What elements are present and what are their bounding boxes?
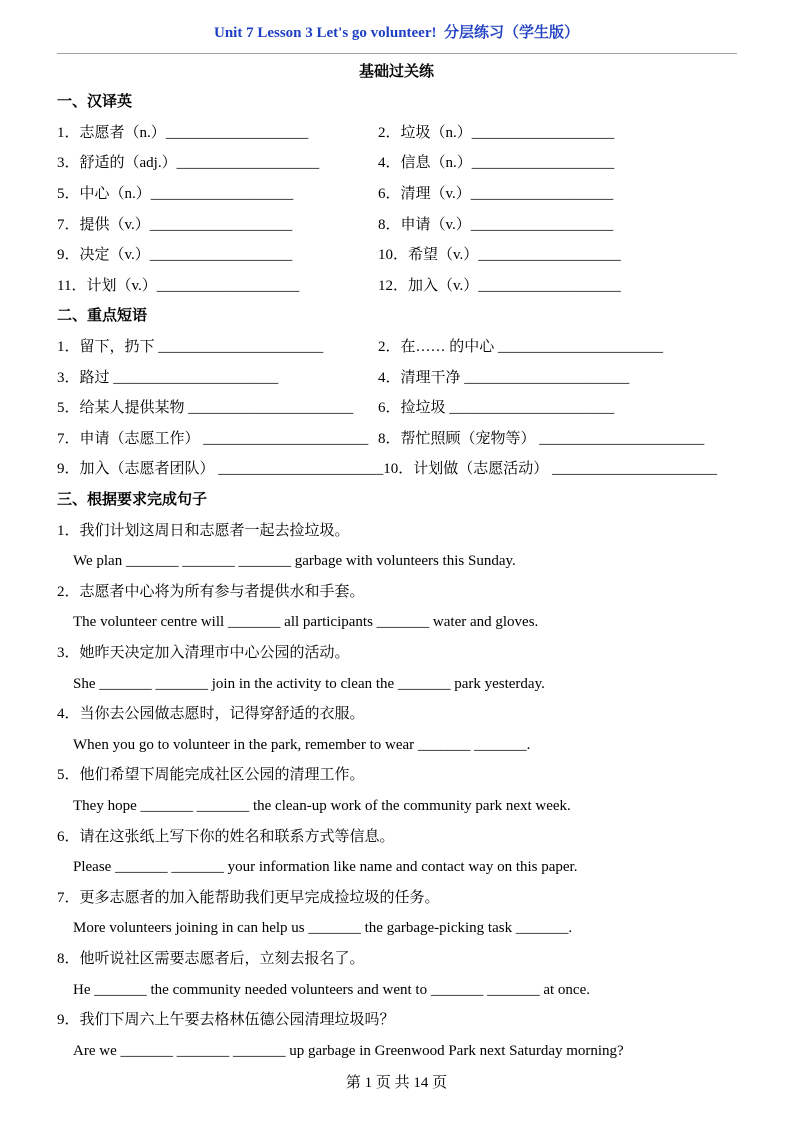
sentence-answer: When you go to volunteer in the park, remember to wear _______ _______.: [73, 736, 531, 753]
phrase-row: [0, 424, 793, 455]
sentence-answer: Are we _______ _______ _______ up garbage in Greenwood Park next Saturday morning?: [73, 1042, 624, 1059]
sentence-prompt: 4．当你去公园做志愿时，记得穿舒适的衣服。: [57, 706, 365, 723]
phrase-item: 10．计划做（志愿活动） ______________________: [383, 461, 718, 478]
vocab-row: [0, 271, 793, 302]
sentence-answer: The volunteer centre will _______ all participants _______ water and gloves.: [73, 614, 539, 631]
sentence-prompt: 3．她昨天决定加入清理市中心公园的活动。: [57, 644, 350, 661]
phrase-item: 5．给某人提供某物 ______________________: [57, 400, 354, 417]
header-title: Unit 7 Lesson 3 Let's go volunteer! 分层练习（学生版）: [214, 25, 579, 41]
page-footer: 第 1 页 共 14 页: [345, 1075, 448, 1091]
sentence-prompt: 9．我们下周六上午要去格林伍德公园清理垃圾吗？: [57, 1012, 395, 1029]
phrase-row: [0, 363, 793, 394]
vocab-item: 1．志愿者（n.）___________________: [57, 124, 309, 141]
sentence-answer: He _______ the community needed volunteers and went to _______ _______ at once.: [73, 981, 590, 998]
sentence-answer: More volunteers joining in can help us _______ the garbage-picking task _______.: [73, 920, 573, 937]
sentence-answer: She _______ _______ join in the activity to clean the _______ park yesterday.: [73, 675, 545, 692]
vocab-row: [0, 240, 793, 271]
sentence-prompt: 6．请在这张纸上写下你的姓名和联系方式等信息。: [57, 828, 395, 845]
vocab-row: [0, 148, 793, 179]
header-rule: [57, 53, 737, 54]
worksheet-body: [0, 57, 793, 1067]
vocab-row: [0, 118, 793, 149]
vocab-row: [0, 210, 793, 241]
sentence-answer: Please _______ _______ your information like name and contact way on this paper.: [73, 859, 578, 876]
page-title: 基础过关练: [358, 63, 434, 80]
phrase-item: 6．捡垃圾 ______________________: [378, 400, 615, 417]
section-heading: 三、根据要求完成句子: [57, 492, 208, 508]
vocab-item: 11．计划（v.）___________________: [57, 277, 300, 294]
phrase-item: 8．帮忙照顾（宠物等） ______________________: [378, 430, 705, 447]
phrase-row: [0, 393, 793, 424]
phrase-item: 1．留下，扔下 ______________________: [57, 339, 324, 356]
phrase-item: 2．在…… 的中心 ______________________: [378, 339, 664, 356]
phrase-item: 9．加入（志愿者团队） ______________________: [57, 461, 384, 478]
vocab-item: 4．信息（n.）___________________: [378, 155, 615, 172]
section-heading: 一、汉译英: [57, 94, 133, 111]
vocab-item: 9．决定（v.）___________________: [57, 247, 293, 264]
sentence-prompt: 8．他听说社区需要志愿者后，立刻去报名了。: [57, 950, 365, 967]
sentence-prompt: 2．志愿者中心将为所有参与者提供水和手套。: [57, 583, 365, 600]
vocab-item: 6．清理（v.）___________________: [378, 186, 614, 203]
vocab-row: [0, 179, 793, 210]
phrase-row: [0, 332, 793, 363]
vocab-item: 2．垃圾（n.）___________________: [378, 124, 615, 141]
vocab-item: 10．希望（v.）___________________: [378, 247, 621, 264]
vocab-item: 8．申请（v.）___________________: [378, 216, 614, 233]
vocab-item: 3．舒适的（adj.）___________________: [57, 155, 320, 172]
sentence-answer: We plan _______ _______ _______ garbage with volunteers this Sunday.: [73, 553, 516, 570]
phrase-item: 7．申请（志愿工作） ______________________: [57, 430, 369, 447]
sentence-answer: They hope _______ _______ the clean-up work of the community park next week.: [73, 797, 571, 814]
sentence-prompt: 5．他们希望下周能完成社区公园的清理工作。: [57, 767, 365, 784]
sentence-prompt: 7．更多志愿者的加入能帮助我们更早完成捡垃圾的任务。: [57, 889, 440, 906]
vocab-item: 7．提供（v.）___________________: [57, 216, 293, 233]
phrase-item: 4．清理干净 ______________________: [378, 369, 630, 386]
section-heading: 二、重点短语: [57, 308, 148, 325]
phrase-row: [0, 454, 793, 485]
sentence-prompt: 1．我们计划这周日和志愿者一起去捡垃圾。: [57, 522, 350, 539]
phrase-item: 3．路过 ______________________: [57, 369, 279, 386]
vocab-item: 12．加入（v.）___________________: [378, 277, 621, 294]
vocab-item: 5．中心（n.）___________________: [57, 186, 294, 203]
